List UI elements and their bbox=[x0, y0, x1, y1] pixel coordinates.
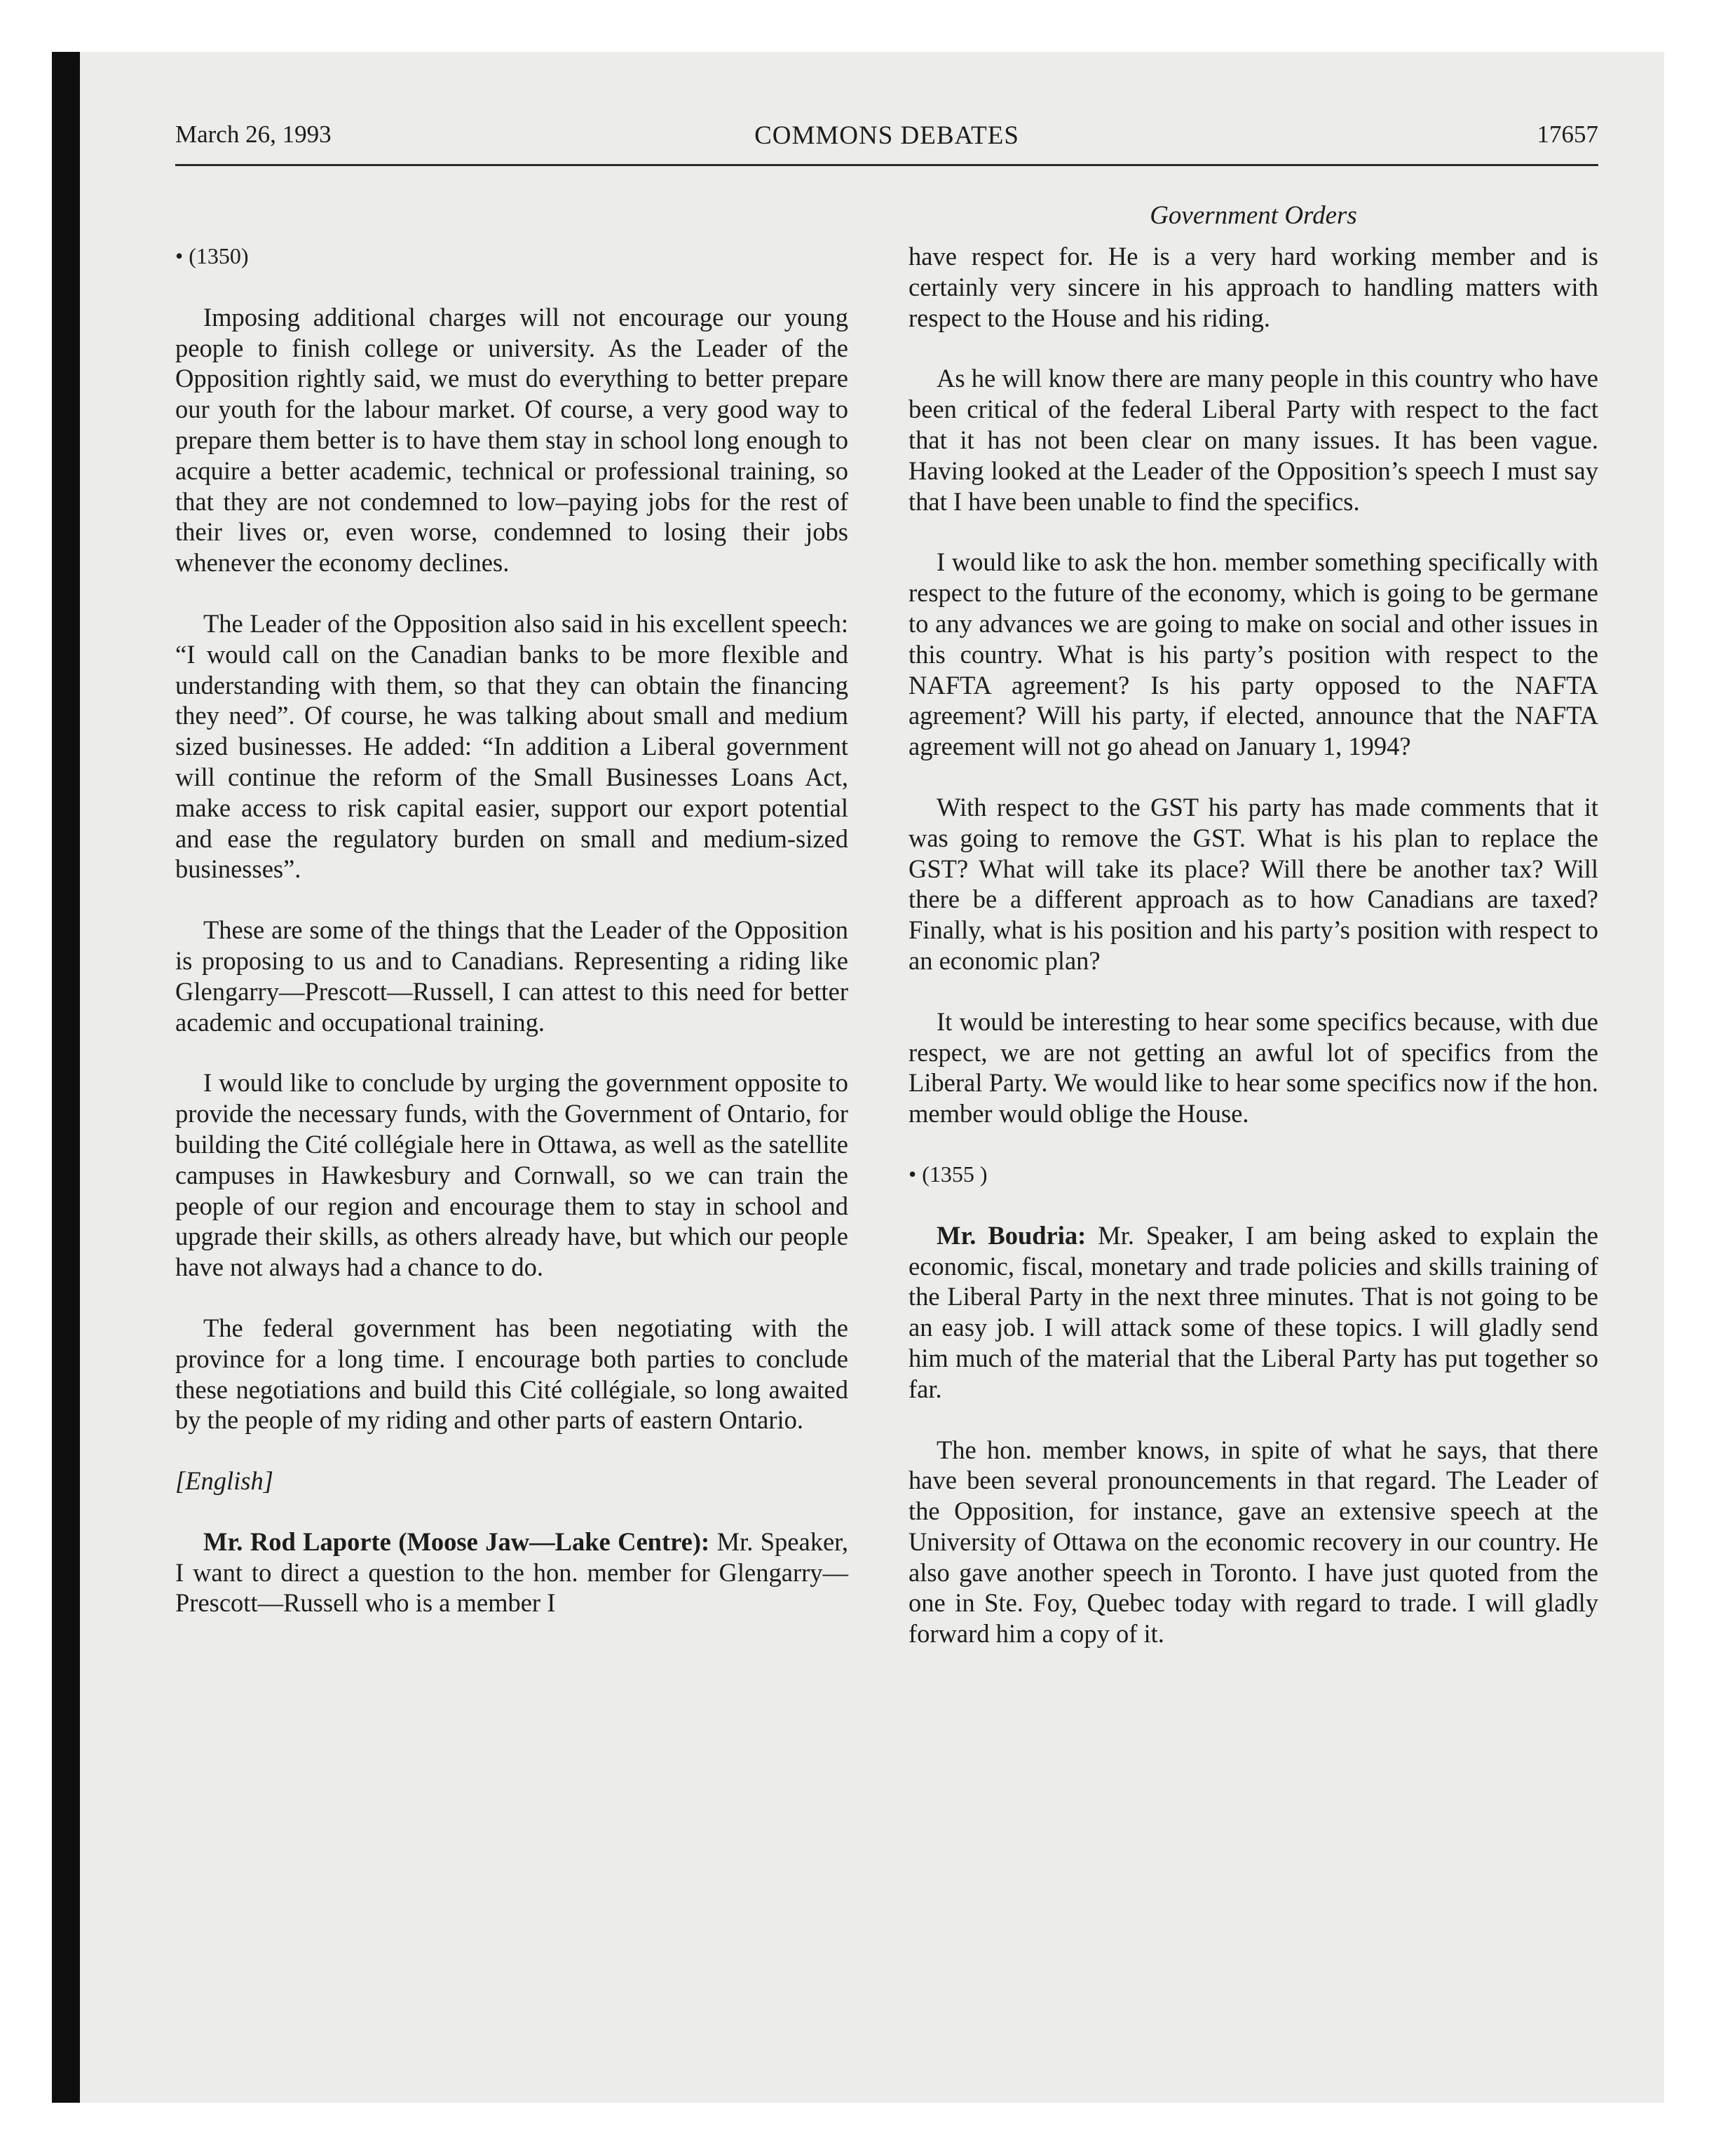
header-title: COMMONS DEBATES bbox=[754, 121, 1019, 150]
paragraph: The federal government has been negotiating with the province for a long time. I encourage both parties to conclude these negotiations and build this Cité collégiale, so long awaited by the people of my riding and other parts of eastern Ontario. bbox=[175, 1313, 848, 1435]
time-marker: • (1350) bbox=[175, 243, 249, 268]
scanned-page bbox=[52, 52, 1664, 2103]
speech-text: Mr. Speaker, I am being asked to explain the economic, fiscal, monetary and trade policies and skills training of the Liberal Party in the next three minutes. That is not going to be an easy job. I will attack some of these topics. I will gladly send him much of the material that the Liberal Party has put together so far. bbox=[909, 1220, 1599, 1403]
right-column bbox=[909, 241, 1598, 1649]
paragraph: These are some of the things that the Leader of the Opposition is proposing to us and to Canadians. Representing a riding like Glengarry—Prescott—Russell, I can attest to this need for better academic and occupational training. bbox=[175, 915, 848, 1037]
paragraph: With respect to the GST his party has made comments that it was going to remove the GST. What is his plan to replace the GST? What will take its place? Will there be another tax? Will there be a different approach as to how Canadians are taxed? Finally, what is his position and his party’s position with respect to an economic plan? bbox=[909, 792, 1598, 975]
paragraph: Imposing additional charges will not encourage our young people to finish college or university. As the Leader of the Opposition rightly said, we must do everything to better prepare our youth for the labour market. Of course, a very good way to prepare them better is to have them stay in school long enough to acquire a better academic, technical or professional training, so that they are not condemned to low–paying jobs for the rest of their lives or, even worse, condemned to losing their jobs whenever the economy declines. bbox=[175, 302, 848, 578]
header-date: March 26, 1993 bbox=[175, 121, 332, 148]
language-marker: [English] bbox=[175, 1466, 273, 1496]
paragraph: It would be interesting to hear some specifics because, with due respect, we are not getting an awful lot of specifics from the Liberal Party. We would like to hear some specifics now if the hon. member would oblige the House. bbox=[909, 1007, 1598, 1128]
header-page-number: 17657 bbox=[1537, 121, 1598, 148]
section-title: Government Orders bbox=[1150, 201, 1357, 230]
left-column bbox=[175, 241, 848, 1618]
paragraph bbox=[909, 1220, 1598, 1405]
speech-text: Mr. Speaker, I want to direct a question to the hon. member for Glengarry—Prescott—Russell who is a member I bbox=[175, 1527, 848, 1618]
paragraph: I would like to conclude by urging the government opposite to provide the necessary funds, with the Government of Ontario, for building the Cité collégiale here in Ottawa, as well as the satellite campuses in Hawkesbury and Cornwall, so we can train the people of our region and encourage them to stay in school and upgrade their skills, as others already have, but which our people have not always had a chance to do. bbox=[175, 1068, 848, 1282]
paragraph: I would like to ask the hon. member something specifically with respect to the future of the economy, which is going to be germane to any advances we are going to make on social and other issues in this country. What is his party’s position with respect to the NAFTA agreement? Is his party opposed to the NAFTA agreement? Will his party, if elected, announce that the NAFTA agreement will not go ahead on January 1, 1994? bbox=[909, 547, 1598, 761]
paragraph: The hon. member knows, in spite of what he says, that there have been several pronouncements in that regard. The Leader of the Opposition, for instance, gave an extensive speech at the University of Ottawa on the economic recovery in our country. He also gave another speech in Toronto. I have just quoted from the one in Ste. Foy, Quebec today with regard to trade. I will gladly forward him a copy of it. bbox=[909, 1435, 1598, 1649]
time-marker: • (1355 ) bbox=[909, 1161, 988, 1187]
paragraph bbox=[175, 1527, 848, 1618]
header-rule bbox=[175, 164, 1598, 166]
paragraph: As he will know there are many people in this country who have been critical of the federal Liberal Party with respect to the fact that it has not been clear on many issues. It has been vague. Having looked at the Leader of the Opposition’s speech I must say that I have been unable to find the specifics. bbox=[909, 364, 1598, 516]
paragraph: have respect for. He is a very hard working member and is certainly very sincere in his approach to handling matters with respect to the House and his riding. bbox=[909, 242, 1598, 332]
speaker-name: Mr. Boudria: bbox=[937, 1220, 1087, 1250]
paragraph: The Leader of the Opposition also said in his excellent speech: “I would call on the Canadian banks to be more flexible and understanding with them, so that they can obtain the financing they need”. Of course, he was talking about small and medium sized businesses. He added: “In addition a Liberal government will continue the reform of the Small Businesses Loans Act, make access to risk capital easier, support our export potential and ease the regulatory burden on small and medium-sized businesses”. bbox=[175, 608, 848, 884]
speaker-name: Mr. Rod Laporte (Moose Jaw—Lake Centre): bbox=[203, 1527, 710, 1556]
page-header bbox=[175, 121, 1598, 163]
binding-shadow bbox=[52, 52, 80, 2103]
